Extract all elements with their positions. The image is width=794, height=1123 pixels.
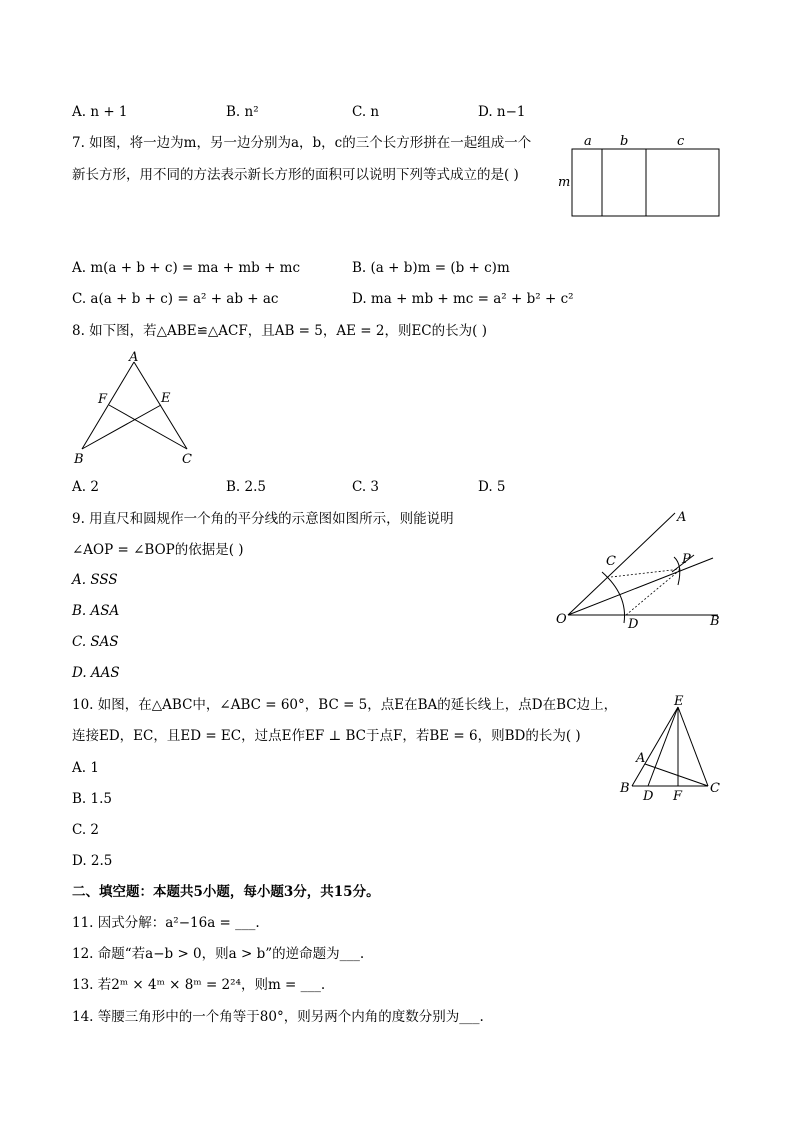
q7-label-c: c: [677, 134, 685, 149]
q10-label-E: E: [674, 694, 684, 709]
q6-option-a: A. n + 1: [72, 104, 128, 120]
q8-option-a: A. 2: [72, 479, 99, 495]
q9-angle-bisector-figure: [550, 505, 730, 635]
q9-option-d: D. AAS: [72, 665, 120, 681]
q14-stem: 14. 等腰三角形中的一个角等于80°，则另两个内角的度数分别为___.: [72, 1009, 484, 1025]
q9-option-b: B. ASA: [72, 603, 120, 619]
q12-stem: 12. 命题“若a−b > 0，则a > b”的逆命题为___.: [72, 946, 365, 962]
q7-label-b: b: [620, 134, 629, 149]
q9-label-B: B: [710, 614, 720, 629]
q8-label-F: F: [98, 392, 108, 407]
q9-option-c: C. SAS: [72, 634, 119, 650]
q8-option-d: D. 5: [478, 479, 506, 495]
section2-title: 二、填空题：本题共5小题，每小题3分，共15分。: [72, 884, 380, 900]
q10-stem-line1: 10. 如图，在△ABC中，∠ABC = 60°，BC = 5，点E在BA的延长线上，点D在BC边上，: [72, 697, 618, 713]
q8-stem: 8. 如下图，若△ABE≌△ACF，且AB = 5，AE = 2，则EC的长为( ): [72, 323, 487, 339]
q10-label-D: D: [643, 789, 654, 804]
q8-option-b: B. 2.5: [226, 479, 266, 495]
q8-label-A: A: [129, 350, 139, 365]
q7-label-a: a: [584, 134, 592, 149]
q10-label-A: A: [636, 751, 646, 766]
q7-option-a: A. m(a + b + c) = ma + mb + mc: [72, 260, 301, 276]
q10-label-C: C: [710, 781, 720, 796]
q8-triangle-figure: [70, 348, 200, 470]
q8-label-E: E: [161, 391, 171, 406]
q10-option-b: B. 1.5: [72, 791, 112, 807]
q9-stem-line1: 9. 用直尺和圆规作一个角的平分线的示意图如图所示，则能说明: [72, 511, 454, 527]
q7-option-b: B. (a + b)m = (b + c)m: [352, 260, 510, 276]
q9-label-O: O: [556, 612, 567, 627]
q9-label-C: C: [606, 554, 616, 569]
q8-label-C: C: [182, 452, 192, 467]
q7-stem-line1: 7. 如图，将一边为m，另一边分别为a，b，c的三个长方形拼在一起组成一个: [72, 135, 532, 151]
q7-label-m: m: [558, 175, 571, 190]
q6-option-b: B. n²: [226, 104, 259, 120]
q9-label-P: P: [682, 552, 691, 567]
q7-stem-line2: 新长方形，用不同的方法表示新长方形的面积可以说明下列等式成立的是( ): [72, 167, 519, 183]
q6-option-c: C. n: [352, 104, 380, 120]
q10-stem-line2: 连接ED，EC，且ED = EC，过点E作EF ⊥ BC于点F，若BE = 6，则BD的长为( ): [72, 728, 581, 744]
q10-option-c: C. 2: [72, 822, 100, 838]
q9-label-A: A: [677, 510, 687, 525]
q9-stem-line2: ∠AOP = ∠BOP的依据是( ): [72, 542, 244, 558]
q10-option-a: A. 1: [72, 760, 99, 776]
q8-label-B: B: [74, 452, 84, 467]
q10-label-B: B: [620, 781, 630, 796]
q11-stem: 11. 因式分解：a²−16a = ___.: [72, 915, 260, 931]
q10-triangle-figure: [612, 692, 732, 804]
q10-option-d: D. 2.5: [72, 853, 113, 869]
q7-option-d: D. ma + mb + mc = a² + b² + c²: [352, 291, 574, 307]
q8-option-c: C. 3: [352, 479, 380, 495]
q7-rectangles-figure: [555, 130, 725, 222]
q7-option-c: C. a(a + b + c) = a² + ab + ac: [72, 291, 279, 307]
q6-option-d: D. n−1: [478, 104, 526, 120]
q9-label-D: D: [628, 617, 639, 632]
q10-label-F: F: [673, 789, 683, 804]
q9-option-a: A. SSS: [72, 572, 118, 588]
q13-stem: 13. 若2ᵐ × 4ᵐ × 8ᵐ = 2²⁴，则m = ___.: [72, 977, 326, 993]
